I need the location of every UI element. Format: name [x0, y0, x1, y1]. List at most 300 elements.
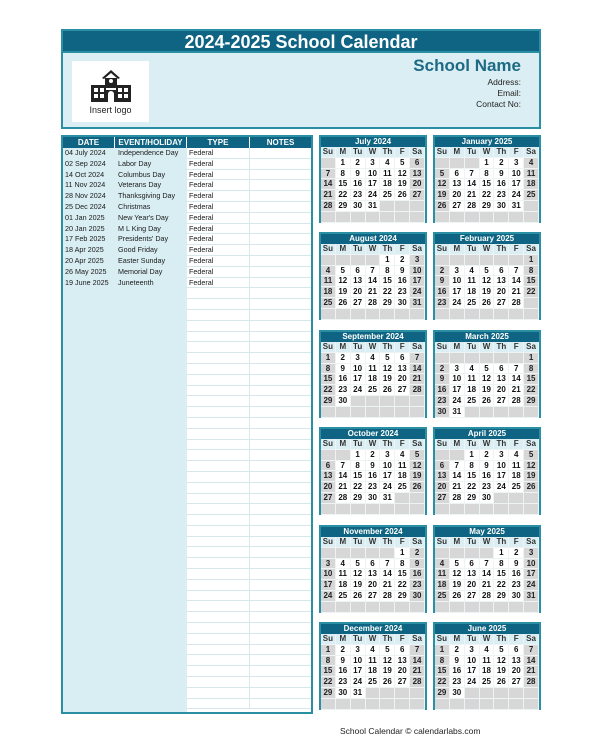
type-cell[interactable] — [187, 332, 250, 343]
event-cell[interactable] — [115, 342, 187, 353]
day-cell[interactable]: 22 — [321, 677, 336, 688]
type-cell[interactable]: Federal — [187, 267, 250, 278]
type-cell[interactable] — [187, 288, 250, 299]
day-cell[interactable]: 26 — [410, 482, 425, 493]
day-cell[interactable]: 6 — [410, 158, 425, 169]
date-cell[interactable] — [63, 666, 115, 677]
date-cell[interactable]: 14 Oct 2024 — [65, 169, 105, 179]
day-cell[interactable]: 20 — [366, 580, 381, 591]
day-cell[interactable]: 21 — [410, 374, 425, 385]
event-cell[interactable] — [115, 353, 187, 364]
notes-cell[interactable] — [250, 191, 311, 202]
day-cell[interactable]: 17 — [351, 666, 366, 677]
notes-cell[interactable] — [250, 634, 311, 645]
day-cell[interactable]: 17 — [321, 580, 336, 591]
day-cell[interactable]: 7 — [410, 645, 425, 656]
day-cell[interactable]: 23 — [435, 396, 450, 407]
day-cell[interactable]: 31 — [524, 591, 539, 602]
day-cell[interactable]: 26 — [435, 201, 450, 212]
day-cell[interactable]: 5 — [410, 450, 425, 461]
date-cell[interactable] — [63, 688, 115, 699]
day-cell[interactable]: 3 — [366, 158, 381, 169]
day-cell[interactable]: 16 — [366, 471, 381, 482]
notes-cell[interactable] — [250, 418, 311, 429]
day-cell[interactable]: 10 — [465, 656, 480, 667]
day-cell[interactable]: 14 — [321, 179, 336, 190]
date-cell[interactable] — [63, 342, 115, 353]
event-cell[interactable] — [115, 504, 187, 515]
type-cell[interactable] — [187, 483, 250, 494]
notes-cell[interactable] — [250, 699, 311, 710]
day-cell[interactable]: 17 — [450, 287, 465, 298]
day-cell[interactable]: 20 — [465, 580, 480, 591]
type-cell[interactable] — [187, 429, 250, 440]
day-cell[interactable]: 9 — [450, 656, 465, 667]
day-cell[interactable]: 25 — [465, 298, 480, 309]
day-cell[interactable]: 6 — [435, 461, 450, 472]
day-cell[interactable]: 26 — [524, 482, 539, 493]
date-cell[interactable] — [63, 364, 115, 375]
day-cell[interactable]: 30 — [395, 298, 410, 309]
notes-cell[interactable] — [250, 645, 311, 656]
day-cell[interactable]: 11 — [395, 461, 410, 472]
day-cell[interactable]: 7 — [509, 364, 524, 375]
day-cell[interactable]: 11 — [321, 276, 336, 287]
day-cell[interactable]: 25 — [366, 677, 381, 688]
event-cell[interactable] — [115, 699, 187, 710]
day-cell[interactable]: 17 — [524, 569, 539, 580]
date-cell[interactable] — [63, 375, 115, 386]
date-cell[interactable] — [63, 440, 115, 451]
day-cell[interactable]: 22 — [524, 385, 539, 396]
day-cell[interactable]: 29 — [321, 396, 336, 407]
day-cell[interactable]: 2 — [450, 645, 465, 656]
event-cell[interactable] — [115, 612, 187, 623]
day-cell[interactable]: 15 — [524, 276, 539, 287]
day-cell[interactable]: 9 — [336, 364, 351, 375]
date-cell[interactable] — [63, 655, 115, 666]
type-cell[interactable] — [187, 504, 250, 515]
event-cell[interactable] — [115, 547, 187, 558]
day-cell[interactable]: 28 — [321, 201, 336, 212]
type-cell[interactable] — [187, 342, 250, 353]
day-cell[interactable]: 1 — [395, 548, 410, 559]
day-cell[interactable]: 17 — [351, 374, 366, 385]
day-cell[interactable]: 27 — [395, 385, 410, 396]
day-cell[interactable]: 2 — [366, 450, 381, 461]
day-cell[interactable]: 12 — [494, 656, 509, 667]
day-cell[interactable]: 23 — [435, 298, 450, 309]
day-cell[interactable]: 15 — [321, 374, 336, 385]
notes-cell[interactable] — [250, 429, 311, 440]
day-cell[interactable]: 6 — [395, 645, 410, 656]
day-cell[interactable]: 4 — [336, 559, 351, 570]
day-cell[interactable]: 21 — [380, 580, 395, 591]
date-cell[interactable] — [63, 450, 115, 461]
day-cell[interactable]: 25 — [380, 190, 395, 201]
day-cell[interactable]: 12 — [450, 569, 465, 580]
type-cell[interactable] — [187, 569, 250, 580]
day-cell[interactable]: 24 — [351, 385, 366, 396]
notes-cell[interactable] — [250, 494, 311, 505]
day-cell[interactable]: 4 — [395, 450, 410, 461]
date-cell[interactable]: 18 Apr 2025 — [65, 245, 104, 255]
day-cell[interactable]: 6 — [395, 353, 410, 364]
date-cell[interactable] — [63, 386, 115, 397]
day-cell[interactable]: 19 — [336, 287, 351, 298]
day-cell[interactable]: 14 — [380, 569, 395, 580]
day-cell[interactable]: 12 — [336, 276, 351, 287]
day-cell[interactable]: 31 — [509, 201, 524, 212]
notes-cell[interactable] — [250, 450, 311, 461]
notes-cell[interactable] — [250, 342, 311, 353]
day-cell[interactable]: 4 — [524, 158, 539, 169]
type-cell[interactable] — [187, 623, 250, 634]
day-cell[interactable]: 17 — [494, 471, 509, 482]
day-cell[interactable]: 21 — [450, 482, 465, 493]
day-cell[interactable]: 30 — [336, 396, 351, 407]
day-cell[interactable]: 14 — [336, 471, 351, 482]
day-cell[interactable]: 18 — [366, 666, 381, 677]
notes-cell[interactable] — [250, 170, 311, 181]
type-cell[interactable]: Federal — [187, 180, 250, 191]
date-cell[interactable] — [63, 645, 115, 656]
day-cell[interactable]: 26 — [380, 385, 395, 396]
day-cell[interactable]: 4 — [435, 559, 450, 570]
day-cell[interactable]: 6 — [366, 559, 381, 570]
type-cell[interactable]: Federal — [187, 148, 250, 159]
day-cell[interactable]: 19 — [450, 580, 465, 591]
day-cell[interactable]: 15 — [395, 569, 410, 580]
day-cell[interactable]: 23 — [351, 190, 366, 201]
day-cell[interactable]: 3 — [524, 548, 539, 559]
day-cell[interactable]: 11 — [480, 656, 495, 667]
day-cell[interactable]: 18 — [336, 580, 351, 591]
day-cell[interactable]: 22 — [494, 580, 509, 591]
event-cell[interactable] — [115, 569, 187, 580]
event-cell[interactable] — [115, 310, 187, 321]
type-cell[interactable] — [187, 440, 250, 451]
day-cell[interactable]: 23 — [366, 482, 381, 493]
day-cell[interactable]: 20 — [435, 482, 450, 493]
type-cell[interactable]: Federal — [187, 234, 250, 245]
day-cell[interactable]: 13 — [395, 656, 410, 667]
day-cell[interactable]: 23 — [336, 677, 351, 688]
day-cell[interactable]: 16 — [435, 385, 450, 396]
notes-cell[interactable] — [250, 655, 311, 666]
day-cell[interactable]: 21 — [480, 580, 495, 591]
type-cell[interactable] — [187, 461, 250, 472]
day-cell[interactable]: 30 — [336, 688, 351, 699]
type-cell[interactable] — [187, 547, 250, 558]
day-cell[interactable]: 2 — [351, 158, 366, 169]
day-cell[interactable]: 13 — [366, 569, 381, 580]
event-cell[interactable] — [115, 515, 187, 526]
notes-cell[interactable] — [250, 234, 311, 245]
day-cell[interactable]: 4 — [366, 645, 381, 656]
day-cell[interactable]: 3 — [450, 266, 465, 277]
day-cell[interactable]: 13 — [410, 169, 425, 180]
event-cell[interactable] — [115, 386, 187, 397]
day-cell[interactable]: 27 — [494, 298, 509, 309]
day-cell[interactable]: 20 — [494, 385, 509, 396]
day-cell[interactable]: 12 — [524, 461, 539, 472]
event-cell[interactable] — [115, 666, 187, 677]
day-cell[interactable]: 23 — [509, 580, 524, 591]
day-cell[interactable]: 16 — [494, 179, 509, 190]
day-cell[interactable]: 27 — [395, 677, 410, 688]
day-cell[interactable]: 22 — [336, 190, 351, 201]
day-cell[interactable]: 28 — [366, 298, 381, 309]
day-cell[interactable]: 12 — [480, 276, 495, 287]
day-cell[interactable]: 3 — [321, 559, 336, 570]
notes-cell[interactable] — [250, 504, 311, 515]
type-cell[interactable] — [187, 666, 250, 677]
date-cell[interactable] — [63, 472, 115, 483]
event-cell[interactable]: M L King Day — [118, 223, 161, 233]
day-cell[interactable]: 9 — [435, 374, 450, 385]
day-cell[interactable]: 13 — [395, 364, 410, 375]
day-cell[interactable]: 17 — [465, 666, 480, 677]
day-cell[interactable]: 7 — [380, 559, 395, 570]
day-cell[interactable]: 15 — [321, 666, 336, 677]
day-cell[interactable]: 28 — [524, 677, 539, 688]
date-cell[interactable] — [63, 601, 115, 612]
day-cell[interactable]: 11 — [336, 569, 351, 580]
day-cell[interactable]: 24 — [380, 482, 395, 493]
notes-cell[interactable] — [250, 278, 311, 289]
day-cell[interactable]: 2 — [395, 255, 410, 266]
day-cell[interactable]: 12 — [480, 374, 495, 385]
notes-cell[interactable] — [250, 526, 311, 537]
notes-cell[interactable] — [250, 569, 311, 580]
day-cell[interactable]: 9 — [410, 559, 425, 570]
day-cell[interactable]: 28 — [380, 591, 395, 602]
day-cell[interactable]: 2 — [480, 450, 495, 461]
day-cell[interactable]: 14 — [509, 374, 524, 385]
event-cell[interactable]: Columbus Day — [118, 169, 166, 179]
day-cell[interactable]: 7 — [509, 266, 524, 277]
day-cell[interactable]: 19 — [380, 374, 395, 385]
day-cell[interactable]: 11 — [524, 169, 539, 180]
day-cell[interactable]: 26 — [395, 190, 410, 201]
day-cell[interactable]: 27 — [494, 396, 509, 407]
day-cell[interactable]: 15 — [494, 569, 509, 580]
event-cell[interactable]: Good Friday — [118, 245, 158, 255]
notes-cell[interactable] — [250, 224, 311, 235]
day-cell[interactable]: 26 — [480, 298, 495, 309]
day-cell[interactable]: 18 — [465, 287, 480, 298]
notes-cell[interactable] — [250, 440, 311, 451]
day-cell[interactable]: 1 — [465, 450, 480, 461]
notes-cell[interactable] — [250, 180, 311, 191]
day-cell[interactable]: 23 — [336, 385, 351, 396]
day-cell[interactable]: 4 — [366, 353, 381, 364]
type-cell[interactable]: Federal — [187, 245, 250, 256]
event-cell[interactable]: Juneteenth — [118, 277, 154, 287]
type-cell[interactable] — [187, 655, 250, 666]
day-cell[interactable]: 29 — [321, 688, 336, 699]
event-cell[interactable]: New Year's Day — [118, 212, 169, 222]
day-cell[interactable]: 12 — [351, 569, 366, 580]
day-cell[interactable]: 8 — [336, 169, 351, 180]
day-cell[interactable]: 29 — [465, 493, 480, 504]
day-cell[interactable]: 2 — [410, 548, 425, 559]
day-cell[interactable]: 5 — [435, 169, 450, 180]
day-cell[interactable]: 5 — [494, 645, 509, 656]
date-cell[interactable] — [63, 299, 115, 310]
notes-cell[interactable] — [250, 580, 311, 591]
event-cell[interactable]: Labor Day — [118, 158, 152, 168]
day-cell[interactable]: 5 — [380, 353, 395, 364]
day-cell[interactable]: 2 — [509, 548, 524, 559]
day-cell[interactable]: 18 — [395, 471, 410, 482]
event-cell[interactable] — [115, 645, 187, 656]
day-cell[interactable]: 4 — [465, 266, 480, 277]
day-cell[interactable]: 18 — [435, 580, 450, 591]
day-cell[interactable]: 15 — [524, 374, 539, 385]
day-cell[interactable]: 3 — [494, 450, 509, 461]
type-cell[interactable] — [187, 677, 250, 688]
day-cell[interactable]: 7 — [524, 645, 539, 656]
notes-cell[interactable] — [250, 461, 311, 472]
type-cell[interactable] — [187, 386, 250, 397]
day-cell[interactable]: 29 — [494, 591, 509, 602]
type-cell[interactable] — [187, 537, 250, 548]
day-cell[interactable]: 11 — [435, 569, 450, 580]
day-cell[interactable]: 6 — [450, 169, 465, 180]
day-cell[interactable]: 28 — [450, 493, 465, 504]
day-cell[interactable]: 18 — [480, 666, 495, 677]
day-cell[interactable]: 17 — [450, 385, 465, 396]
day-cell[interactable]: 30 — [480, 493, 495, 504]
date-cell[interactable] — [63, 418, 115, 429]
type-cell[interactable]: Federal — [187, 278, 250, 289]
day-cell[interactable]: 7 — [336, 461, 351, 472]
day-cell[interactable]: 26 — [450, 591, 465, 602]
day-cell[interactable]: 2 — [336, 353, 351, 364]
day-cell[interactable]: 4 — [480, 645, 495, 656]
day-cell[interactable]: 8 — [494, 559, 509, 570]
event-cell[interactable] — [115, 623, 187, 634]
day-cell[interactable]: 20 — [410, 179, 425, 190]
notes-cell[interactable] — [250, 310, 311, 321]
day-cell[interactable]: 24 — [524, 580, 539, 591]
day-cell[interactable]: 7 — [450, 461, 465, 472]
date-cell[interactable] — [63, 353, 115, 364]
day-cell[interactable]: 29 — [435, 688, 450, 699]
date-cell[interactable]: 04 July 2024 — [65, 148, 106, 157]
day-cell[interactable]: 18 — [321, 287, 336, 298]
day-cell[interactable]: 22 — [465, 482, 480, 493]
day-cell[interactable]: 22 — [524, 287, 539, 298]
event-cell[interactable] — [115, 526, 187, 537]
day-cell[interactable]: 7 — [465, 169, 480, 180]
day-cell[interactable]: 2 — [435, 364, 450, 375]
day-cell[interactable]: 29 — [336, 201, 351, 212]
notes-cell[interactable] — [250, 677, 311, 688]
day-cell[interactable]: 17 — [410, 276, 425, 287]
type-cell[interactable]: Federal — [187, 256, 250, 267]
day-cell[interactable]: 14 — [524, 656, 539, 667]
day-cell[interactable]: 30 — [351, 201, 366, 212]
event-cell[interactable] — [115, 688, 187, 699]
day-cell[interactable]: 18 — [366, 374, 381, 385]
day-cell[interactable]: 16 — [435, 287, 450, 298]
event-cell[interactable] — [115, 450, 187, 461]
day-cell[interactable]: 5 — [380, 645, 395, 656]
day-cell[interactable]: 5 — [336, 266, 351, 277]
type-cell[interactable] — [187, 591, 250, 602]
day-cell[interactable]: 10 — [450, 374, 465, 385]
day-cell[interactable]: 20 — [450, 190, 465, 201]
day-cell[interactable]: 10 — [524, 559, 539, 570]
day-cell[interactable]: 18 — [524, 179, 539, 190]
day-cell[interactable]: 5 — [524, 450, 539, 461]
event-cell[interactable]: Presidents' Day — [118, 234, 169, 244]
date-cell[interactable] — [63, 537, 115, 548]
day-cell[interactable]: 25 — [336, 591, 351, 602]
day-cell[interactable]: 27 — [465, 591, 480, 602]
event-cell[interactable] — [115, 483, 187, 494]
day-cell[interactable]: 8 — [351, 461, 366, 472]
day-cell[interactable]: 24 — [494, 482, 509, 493]
day-cell[interactable]: 1 — [351, 450, 366, 461]
day-cell[interactable]: 4 — [380, 158, 395, 169]
notes-cell[interactable] — [250, 213, 311, 224]
day-cell[interactable]: 29 — [480, 201, 495, 212]
day-cell[interactable]: 31 — [351, 688, 366, 699]
day-cell[interactable]: 22 — [321, 385, 336, 396]
date-cell[interactable]: 02 Sep 2024 — [65, 158, 106, 168]
event-cell[interactable]: Independence Day — [118, 148, 179, 157]
day-cell[interactable]: 2 — [336, 645, 351, 656]
day-cell[interactable]: 6 — [494, 266, 509, 277]
day-cell[interactable]: 15 — [380, 276, 395, 287]
day-cell[interactable]: 15 — [435, 666, 450, 677]
day-cell[interactable]: 30 — [410, 591, 425, 602]
date-cell[interactable] — [63, 429, 115, 440]
day-cell[interactable]: 23 — [395, 287, 410, 298]
date-cell[interactable] — [63, 612, 115, 623]
day-cell[interactable]: 19 — [351, 580, 366, 591]
date-cell[interactable] — [63, 591, 115, 602]
day-cell[interactable]: 24 — [321, 591, 336, 602]
event-cell[interactable] — [115, 655, 187, 666]
day-cell[interactable]: 7 — [410, 353, 425, 364]
day-cell[interactable]: 9 — [509, 559, 524, 570]
type-cell[interactable] — [187, 601, 250, 612]
day-cell[interactable]: 10 — [351, 656, 366, 667]
day-cell[interactable]: 14 — [450, 471, 465, 482]
event-cell[interactable]: Thanksgiving Day — [118, 191, 176, 201]
day-cell[interactable]: 26 — [336, 298, 351, 309]
day-cell[interactable]: 5 — [450, 559, 465, 570]
type-cell[interactable] — [187, 396, 250, 407]
day-cell[interactable]: 13 — [509, 656, 524, 667]
day-cell[interactable]: 14 — [480, 569, 495, 580]
day-cell[interactable]: 17 — [366, 179, 381, 190]
type-cell[interactable] — [187, 364, 250, 375]
day-cell[interactable]: 14 — [410, 656, 425, 667]
day-cell[interactable]: 9 — [494, 169, 509, 180]
day-cell[interactable]: 7 — [321, 169, 336, 180]
day-cell[interactable]: 30 — [494, 201, 509, 212]
day-cell[interactable]: 17 — [509, 179, 524, 190]
day-cell[interactable]: 8 — [465, 461, 480, 472]
notes-cell[interactable] — [250, 245, 311, 256]
type-cell[interactable]: Federal — [187, 213, 250, 224]
